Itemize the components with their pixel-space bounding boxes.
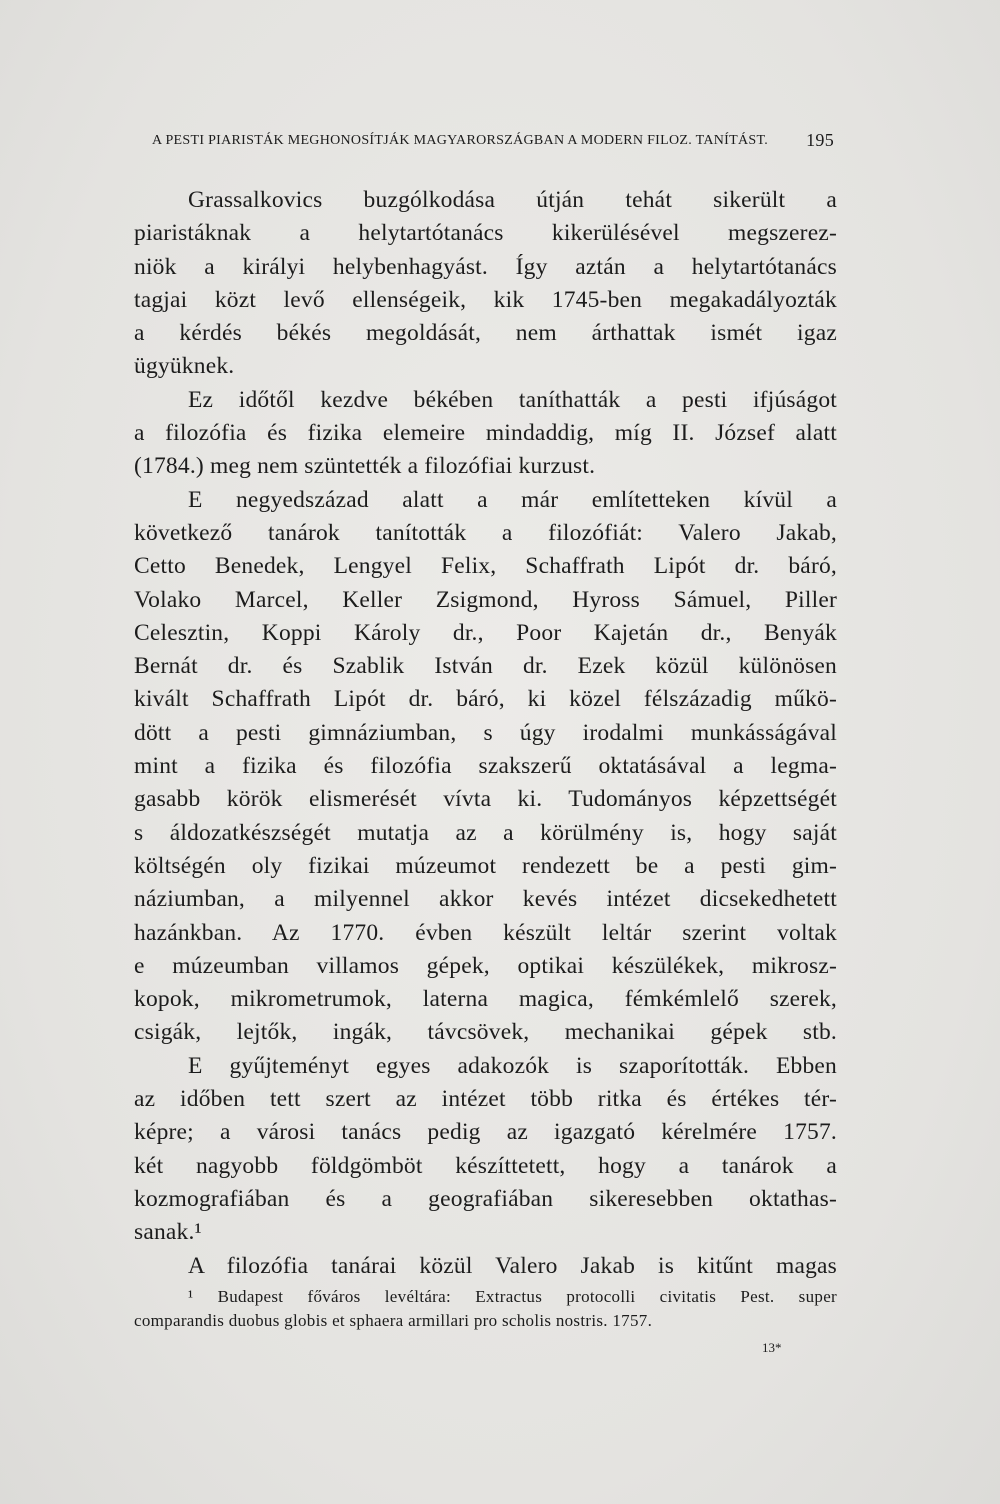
- text-line: mint a fizika és filozófia szakszerű oktatásával a legma-: [134, 753, 837, 780]
- text-line: piaristáknak a helytartótanács kikerülésével megszerez-: [134, 220, 837, 247]
- text-line: Volako Marcel, Keller Zsigmond, Hyross Sámuel, Piller: [134, 586, 837, 613]
- text-line: Grassalkovics buzgólkodása útján tehát sikerült a: [188, 187, 837, 213]
- footnote-line: comparandis duobus globis et sphaera armillari pro scholis nostris. 1757.: [134, 1311, 653, 1330]
- text-line: ügyüknek.: [134, 353, 235, 380]
- text-line: Ez időtől kezdve békében taníthatták a pesti ifjúságot: [188, 386, 837, 413]
- text-line: Bernát dr. és Szablik István dr. Ezek közül különösen: [134, 653, 837, 680]
- text-line: Cetto Benedek, Lengyel Felix, Schaffrath Lipót dr. báró,: [134, 553, 837, 580]
- footnote: [134, 1285, 837, 1333]
- page-number: 195: [806, 130, 834, 150]
- text-line: következő tanárok tanították a filozófiát: Valero Jakab,: [134, 519, 837, 546]
- text-line: a kérdés békés megoldását, nem árthattak ismét igaz: [134, 320, 837, 347]
- text-line: hazánkban. Az 1770. évben készült leltár szerint voltak: [134, 919, 837, 946]
- text-line: kozmografiában és a geografiában sikeresebben oktathas-: [134, 1185, 837, 1212]
- running-title: A PESTI PIARISTÁK MEGHONOSÍTJÁK MAGYARORSZÁGBAN A MODERN FILOZ. TANÍTÁST.: [152, 133, 769, 148]
- text-line: e múzeumban villamos gépek, optikai készülékek, mikrosz-: [134, 952, 837, 979]
- text-line: niök a királyi helybenhagyást. Így aztán a helytartótanács: [134, 253, 837, 280]
- footnote-line: ¹ Budapest főváros levéltára: Extractus protocolli civitatis Pest. super: [188, 1287, 837, 1306]
- text-line: kopok, mikrometrumok, laterna magica, fémkémlelő szerek,: [134, 986, 837, 1013]
- text-line: sanak.¹: [134, 1219, 202, 1246]
- text-line: dött a pesti gimnáziumban, s úgy irodalmi munkásságával: [134, 719, 837, 746]
- text-line: E negyedszázad alatt a már említetteken kívül a: [188, 486, 837, 513]
- signature-mark: 13*: [762, 1340, 782, 1355]
- text-line: költségén oly fizikai múzeumot rendezett be a pesti gim-: [134, 852, 837, 879]
- text-line: gasabb körök elismerését vívta ki. Tudományos képzettségét: [134, 786, 837, 813]
- text-line: képre; a városi tanács pedig az igazgató kérelmére 1757.: [134, 1119, 837, 1146]
- text-line: s áldozatkészségét mutatja az a körülmény is, hogy saját: [134, 819, 837, 846]
- text-line: a filozófia és fizika elemeire mindaddig, míg II. József alatt: [134, 420, 837, 447]
- page-header: [152, 130, 834, 154]
- text-line: tagjai közt levő ellenségeik, kik 1745-ben megakadályozták: [134, 286, 837, 313]
- text-line: két nagyobb földgömböt készíttetett, hogy a tanárok a: [134, 1152, 837, 1179]
- text-line: E gyűjteményt egyes adakozók is szaporították. Ebben: [188, 1052, 837, 1079]
- text-line: A filozófia tanárai közül Valero Jakab is kitűnt magas: [188, 1252, 837, 1279]
- text-line: kivált Schaffrath Lipót dr. báró, ki közel félszázadig műkö-: [134, 686, 837, 713]
- text-line: az időben tett szert az intézet több ritka és értékes tér-: [134, 1086, 837, 1113]
- text-line: Celesztin, Koppi Károly dr., Poor Kajetán dr., Benyák: [134, 619, 837, 646]
- text-line: csigák, lejtők, ingák, távcsövek, mechanikai gépek stb.: [134, 1019, 837, 1046]
- text-line: náziumban, a milyennel akkor kevés intézet dicsekedhetett: [134, 886, 837, 913]
- text-line: (1784.) meg nem szüntették a filozófiai kurzust.: [134, 453, 596, 480]
- body-text: [134, 184, 837, 1283]
